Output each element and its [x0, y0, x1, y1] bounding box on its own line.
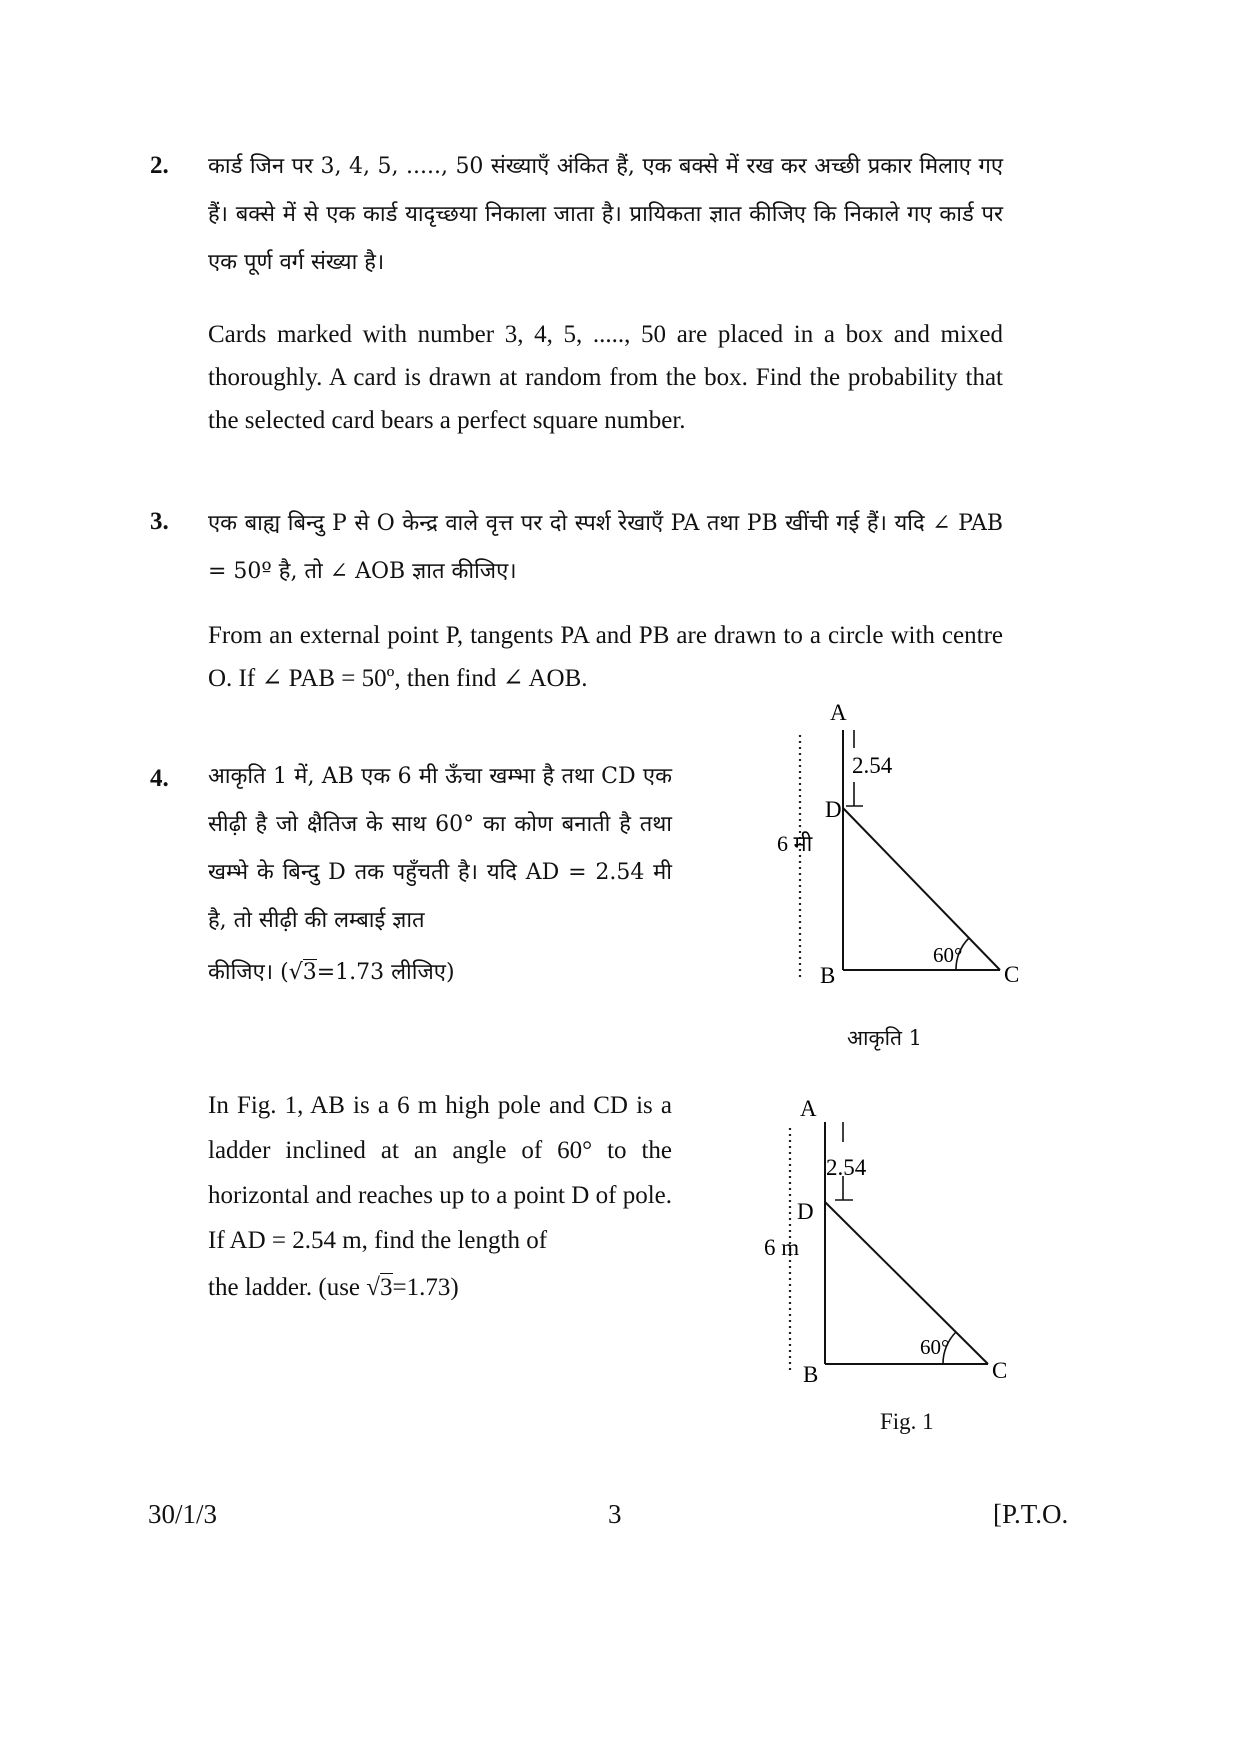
sqrt-symbol: √: [366, 1274, 381, 1301]
label-ad-length: 2.54: [852, 753, 893, 778]
figure-1-hindi-caption: आकृति 1: [847, 1026, 923, 1050]
label-angle: 60°: [920, 1335, 950, 1359]
label-a: A: [830, 700, 847, 725]
question-4-hindi: [208, 753, 672, 997]
question-4-english-text: In Fig. 1, AB is a 6 m high pole and CD is a ladder inclined at an angle of 60° to the horizontal and reaches up to a point D of pole. If AD = 2.54 m, find the length of: [208, 1092, 672, 1254]
sqrt-radicand: 3: [302, 960, 317, 985]
label-height: 6 मी: [777, 831, 813, 856]
figure-1-hindi: [770, 700, 1050, 1010]
label-c: C: [1004, 962, 1020, 987]
label-d: D: [797, 1199, 814, 1224]
question-3-english: From an external point P, tangents PA and PB are drawn to a circle with centre O. If ∠ PAB = 50º, then find ∠ AOB.: [208, 622, 1003, 692]
question-4-hindi-last-line: [208, 949, 672, 997]
question-3-hindi: एक बाह्य बिन्दु P से O केन्द्र वाले वृत्त पर दो स्पर्श रेखाएँ PA तथा PB खींची गई हैं। यदि ∠ PAB = 50º है, तो ∠ AOB ज्ञात कीजिए।: [208, 511, 1003, 584]
english-last-post: =1.73): [392, 1274, 459, 1301]
please-turn-over: [P.T.O.: [993, 1499, 1069, 1529]
hindi-last-pre: कीजिए। (: [208, 960, 289, 985]
ladder-cd: [843, 808, 1000, 970]
question-4-english-last-line: [208, 1265, 672, 1310]
english-last-pre: the ladder. (use: [208, 1274, 367, 1301]
label-angle: 60°: [933, 943, 963, 967]
question-number-2: 2.: [150, 152, 169, 179]
ladder-cd: [825, 1202, 988, 1364]
page-number: 3: [608, 1499, 622, 1529]
hindi-last-post: =1.73 लीजिए): [316, 960, 455, 985]
label-ad-length: 2.54: [826, 1155, 867, 1180]
question-4-english: [208, 1083, 672, 1310]
sqrt-radicand: 3: [380, 1274, 393, 1301]
figure-1-english: [760, 1098, 1040, 1398]
figure-1-english-caption: Fig. 1: [880, 1409, 934, 1434]
sqrt-symbol: √: [288, 960, 303, 985]
question-number-3: 3.: [150, 508, 169, 535]
label-height: 6 m: [764, 1235, 800, 1260]
paper-code: 30/1/3: [148, 1499, 218, 1529]
question-2-english: Cards marked with number 3, 4, 5, ....., 50 are placed in a box and mixed thoroughly. A card is drawn at random from the box. Find the probability that the selected card bears a perfect square number.: [208, 321, 1003, 434]
label-b: B: [820, 963, 836, 988]
question-number-4: 4.: [150, 765, 169, 792]
label-b: B: [803, 1362, 819, 1387]
label-c: C: [992, 1358, 1008, 1383]
label-a: A: [800, 1098, 817, 1121]
label-d: D: [825, 797, 842, 822]
question-4-hindi-text: आकृति 1 में, AB एक 6 मी ऊँचा खम्भा है तथा CD एक सीढ़ी है जो क्षैतिज के साथ 60° का कोण बनाती है तथा खम्भे के बिन्दु D तक पहुँचती है। यदि AD = 2.54 मी है, तो सीढ़ी की लम्बाई ज्ञात: [208, 764, 672, 933]
question-2-hindi: कार्ड जिन पर 3, 4, 5, ....., 50 संख्याएँ अंकित हैं, एक बक्से में रख कर अच्छी प्रकार मिलाए गए हैं। बक्से में से एक कार्ड यादृच्छया निकाला जाता है। प्रायिकता ज्ञात कीजिए कि निकाले गए कार्ड पर एक पूर्ण वर्ग संख्या है।: [208, 154, 1003, 275]
